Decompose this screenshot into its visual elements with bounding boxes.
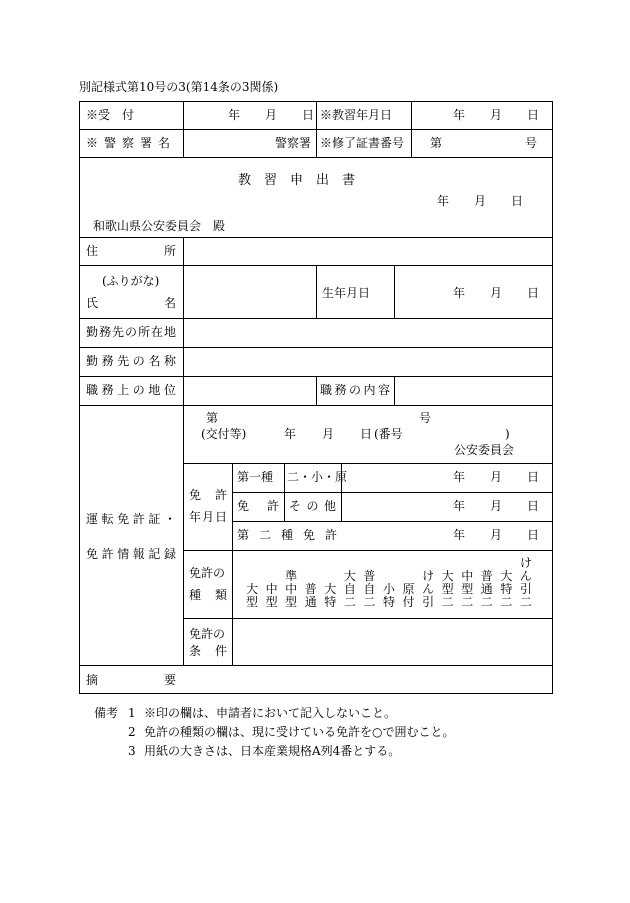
class1-label: 第一種 [237, 470, 274, 484]
employer-address-field[interactable] [185, 320, 551, 345]
form-title: 教 習 申 出 書 [238, 173, 356, 188]
col-divider [411, 101, 412, 157]
license-go: 号 [419, 411, 432, 425]
license-kind-7[interactable]: 小 特 [382, 582, 395, 609]
employer-address-label: 勤務先の所在地 [86, 325, 176, 339]
license-info-record-label: 免許情報記録 [86, 547, 176, 561]
kyoka-label: 免 許 [237, 499, 279, 513]
day-label: 日 [511, 194, 524, 208]
receipt-date[interactable] [228, 109, 314, 121]
name-field[interactable] [185, 267, 314, 316]
row-divider [183, 463, 553, 464]
police-station-label-text: ※警察署名 [86, 136, 177, 150]
license-kind-4[interactable]: 大 特 [324, 582, 337, 609]
note-2-text: 免許の種類の欄は、現に受けている免許を○で囲むこと。 [144, 725, 455, 739]
remarks-field[interactable] [185, 667, 551, 692]
license-kind-1[interactable]: 中 型 [265, 582, 278, 609]
year-label: 年 [284, 427, 297, 441]
position-field[interactable] [185, 378, 314, 403]
kinds-label-1: 免許の [189, 566, 226, 580]
day-label: 日 [527, 528, 540, 542]
conditions-label-1: 免許の [189, 627, 226, 641]
row-divider [79, 347, 553, 348]
police-station-field[interactable]: 警察署 [275, 136, 312, 150]
license-kind-9[interactable]: け ん 引 [422, 569, 435, 609]
day-label: 日 [527, 499, 540, 513]
license-kind-0[interactable]: 大 型 [246, 582, 259, 609]
col-divider [232, 463, 233, 665]
note-3-text: 用紙の大きさは、日本産業規格A列4番とする。 [144, 744, 401, 758]
class2-label: 第二種免許 [237, 528, 337, 542]
dob-label: 生年月日 [322, 286, 371, 300]
addressee: 和歌山県公安委員会 殿 [93, 219, 226, 233]
license-kind-12[interactable]: 普 通 二 [480, 569, 493, 609]
dob-date[interactable] [453, 287, 539, 299]
col-divider [183, 237, 184, 665]
duty-field[interactable] [396, 378, 551, 403]
month-label: 月 [265, 108, 278, 122]
license-kind-14[interactable]: け ん 引 二 [519, 556, 532, 609]
row-divider [232, 521, 553, 522]
license-kinds-list [246, 556, 532, 609]
col-divider [183, 101, 184, 157]
license-kind-5[interactable]: 大 自 二 [343, 569, 356, 609]
employer-name-field[interactable] [185, 349, 551, 374]
address-field[interactable] [185, 239, 551, 263]
col-divider [316, 101, 317, 157]
day-label: 日 [302, 108, 315, 122]
day-label: 日 [360, 427, 373, 441]
year-label: 年 [437, 194, 450, 208]
year-label: 年 [453, 528, 466, 542]
bango-close: ) [505, 427, 510, 441]
note-1-num: 1 [128, 706, 136, 720]
row-divider [79, 237, 553, 238]
day-label: 日 [527, 286, 540, 300]
note-2-num: 2 [128, 725, 136, 739]
other-license-date[interactable] [453, 500, 539, 512]
note-1-text: ※印の欄は、申請者において記入しないこと。 [144, 706, 397, 720]
duty-label: 職務の内容 [320, 383, 390, 397]
training-date[interactable] [453, 109, 539, 121]
year-label: 年 [228, 108, 241, 122]
month-label: 月 [490, 286, 503, 300]
form-header: 別記様式第10号の3(第14条の3関係) [79, 80, 279, 94]
remarks-label: 摘 要 [86, 673, 176, 687]
issued-label: (交付等) [201, 427, 247, 441]
note-3-num: 3 [128, 744, 136, 758]
conditions-label-2: 条 件 [189, 644, 227, 658]
month-label: 月 [490, 108, 503, 122]
col-divider [284, 463, 285, 521]
license-date-label-1: 免 許 [189, 488, 227, 502]
class1-sub-label: 二・小・原 [287, 470, 348, 484]
year-label: 年 [453, 286, 466, 300]
col-divider [316, 376, 317, 405]
position-label: 職務上の地位 [86, 383, 176, 397]
license-record-label: 運転免許証・ [86, 512, 176, 526]
police-station-label [86, 137, 176, 149]
row-divider [79, 405, 553, 406]
year-label: 年 [453, 108, 466, 122]
month-label: 月 [490, 470, 503, 484]
license-kind-13[interactable]: 大 特 二 [500, 569, 513, 609]
class1-date[interactable] [453, 471, 539, 483]
sonota-label: その他 [289, 499, 336, 513]
row-divider [79, 157, 553, 158]
class2-date[interactable] [453, 529, 539, 541]
kinds-label-2: 種 類 [189, 588, 227, 602]
name-label: 氏 名 [86, 296, 176, 310]
license-kind-3[interactable]: 普 通 [304, 582, 317, 609]
row-divider [232, 492, 553, 493]
row-divider [79, 318, 553, 319]
address-label: 住 所 [86, 244, 176, 258]
bango-label: (番号 [374, 427, 403, 441]
license-kind-2[interactable]: 準 中 型 [285, 569, 298, 609]
day-label: 日 [527, 108, 540, 122]
certificate-prefix: 第 [430, 136, 443, 150]
notes-heading: 備考 [94, 706, 119, 720]
day-label: 日 [527, 470, 540, 484]
furigana-label: (ふりがな) [102, 274, 160, 288]
month-label: 月 [474, 194, 487, 208]
license-kind-10[interactable]: 大 型 二 [441, 569, 454, 609]
year-label: 年 [453, 499, 466, 513]
row-divider [79, 665, 553, 666]
row-divider [183, 550, 553, 551]
month-label: 月 [322, 427, 335, 441]
license-kind-11[interactable]: 中 型 二 [461, 569, 474, 609]
license-kind-8[interactable]: 原 付 [402, 582, 415, 609]
receipt-label: ※受 付 [86, 108, 135, 122]
year-label: 年 [453, 470, 466, 484]
month-label: 月 [490, 499, 503, 513]
issued-date[interactable] [284, 428, 372, 440]
license-kind-6[interactable]: 普 自 二 [363, 569, 376, 609]
month-label: 月 [490, 528, 503, 542]
employer-name-label: 勤務先の名称 [86, 354, 176, 368]
certificate-number-label: ※修了証書番号 [320, 136, 405, 150]
col-divider [394, 376, 395, 405]
license-dai: 第 [206, 411, 219, 425]
col-divider [316, 265, 317, 318]
license-date-label-2: 年月日 [189, 510, 227, 524]
application-date[interactable] [437, 195, 523, 207]
col-divider [394, 265, 395, 318]
training-date-label: ※教習年月日 [320, 108, 393, 122]
conditions-field[interactable] [234, 620, 551, 663]
row-divider [183, 618, 553, 619]
certificate-suffix: 号 [525, 136, 538, 150]
commission-label: 公安委員会 [454, 443, 515, 457]
